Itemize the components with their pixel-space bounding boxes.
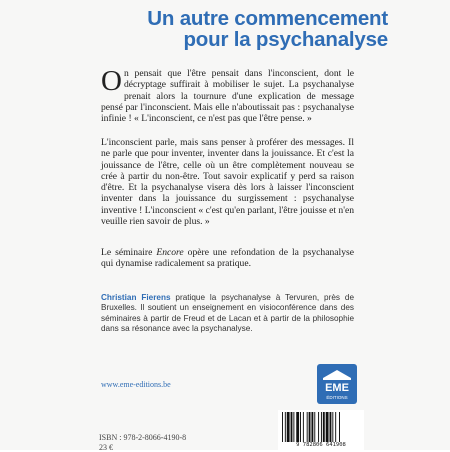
eme-logo-icon xyxy=(317,364,357,404)
isbn-block xyxy=(99,433,186,452)
author-bio-text: pratique la psychanalyse à Tervuren, près de Bruxelles. Il soutient un enseignement en visioconférence dans des séminaires à partir de Freud et de Lacan et à partir de la philosophie dans sa résonance avec la psychanalyse. xyxy=(101,293,354,333)
summary-paragraph-3 xyxy=(101,247,354,270)
paragraph-1-text: n pensait que l'être pensait dans l'inconscient, dont le décryptage suffirait à mobiliser le sujet. La psychanalyse prenait alors la tournure d'une explication de message pensé par l'inconscient. Mais elle n'aboutissait pas : psychanalyse infinie ! « L'inconscient, ce n'est pas que l'être pense. » xyxy=(101,68,354,124)
paragraph-2-text: L'inconscient parle, mais sans penser à proférer des messages. Il ne parle que pour inventer, inventer dans la jouissance. Et c'est la jouissance de l'être, celle où un être complètement nouveau se crée à partir du non-être. Tout savoir explicatif y perd sa raison d'être. Et la psychanalyse visera dès lors à laisser l'inconscient inventer dans la jouissance du surgissement : psychanalyse inventive ! L'inconscient « c'est qu'en parlant, l'être jouisse et n'en veuille rien savoir de plus. » xyxy=(101,137,354,227)
summary-paragraph-1 xyxy=(101,68,354,124)
drop-cap: O xyxy=(101,69,122,93)
author-bio xyxy=(101,293,354,335)
price: 23 € xyxy=(99,443,186,452)
isbn-number: ISBN : 978-2-8066-4190-8 xyxy=(99,433,186,443)
logo-text: EME xyxy=(325,382,349,394)
author-name: Christian Fierens xyxy=(101,293,171,302)
paragraph-3-after: opère une refondation de la psychanalyse qui dynamise radicalement sa pratique. xyxy=(101,247,354,269)
seminar-title: Encore xyxy=(156,247,183,258)
barcode-number: 9 782806 641908 xyxy=(278,442,364,448)
publisher-website-link[interactable]: www.eme-editions.be xyxy=(101,380,171,389)
book-title xyxy=(147,8,388,50)
logo-subtext: ÉDITIONS xyxy=(326,394,347,400)
title-line-2: pour la psychanalyse xyxy=(147,29,388,50)
summary-paragraph-2 xyxy=(101,137,354,227)
title-line-1: Un autre commencement xyxy=(147,8,388,29)
paragraph-3-before: Le séminaire xyxy=(101,247,156,258)
